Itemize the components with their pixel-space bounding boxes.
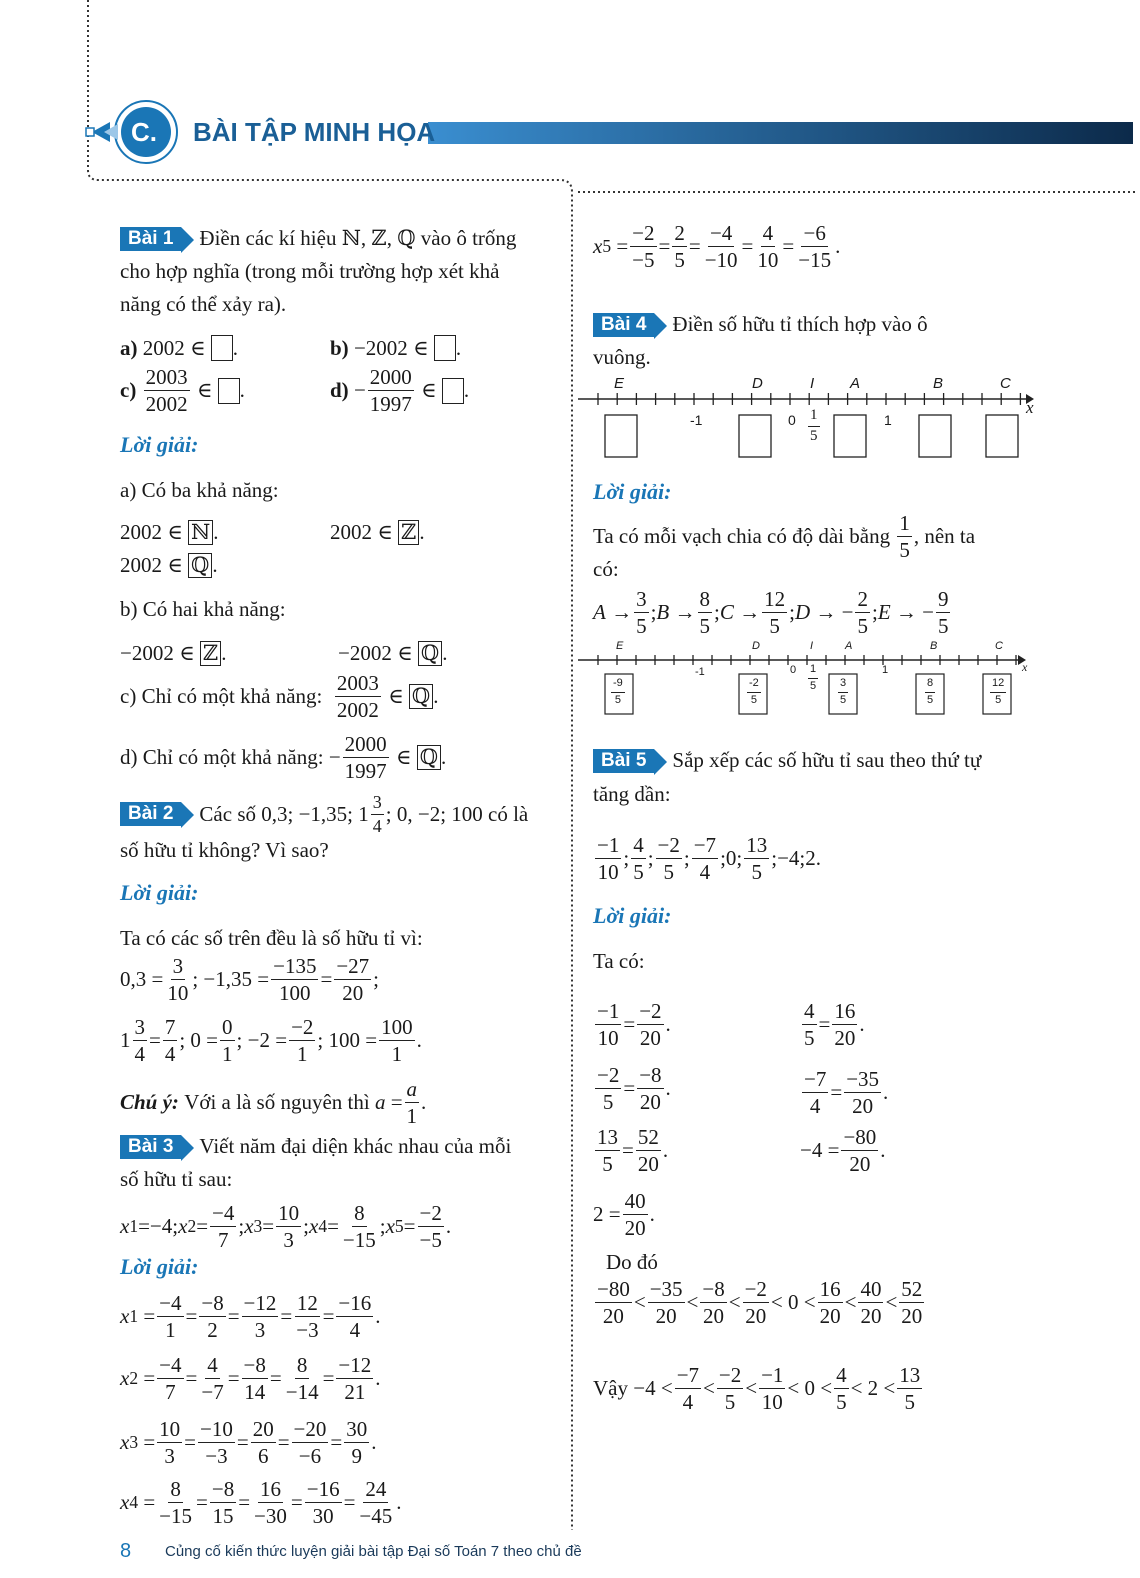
axis-label-x: x — [1026, 398, 1034, 417]
bai2-sol-1: Ta có các số trên đều là số hữu tỉ vì: — [120, 926, 423, 950]
blank-box — [218, 378, 240, 404]
bai4-tag: Bài 4 — [593, 313, 654, 337]
bai3-tag: Bài 3 — [120, 1135, 181, 1159]
blank-box — [434, 335, 456, 361]
bai2-note: Chú ý: Với a là số nguyên thì a = $\frac{a}{1}$ . — [120, 1077, 427, 1129]
tick-label-one-fifth: $\frac{1}{5}$ — [810, 407, 818, 444]
bai1-prompt-text-2: cho hợp nghĩa (trong mỗi trường hợp xét khả — [120, 259, 500, 283]
bai5-eq-1: $\frac{-1}{10}$ = $\frac{-2}{20}$ . — [597, 999, 671, 1051]
tick-label-minus1: -1 — [690, 412, 703, 428]
blank-box — [442, 378, 464, 404]
bai1-sol-a2: 2002 ∈ ℤ . — [330, 520, 425, 545]
answer-box: ℚ — [418, 641, 442, 666]
bai1-sol-a1: 2002 ∈ ℕ . — [120, 520, 219, 545]
bai2-eq-2: 1 $\frac{3}{4}$ = $\frac{7}{4}$ ; 0 = $\frac{0}{1}$ ; −2 = $\frac{-2}{1}$ ; 100 = $\frac{100}{1}$ . — [120, 1015, 422, 1067]
bai1-sol-c: c) Chỉ có một khả năng: $\frac{2003}{2002}$ ∈ ℚ . — [120, 671, 439, 723]
bai3-given: x 1 =−4; x 2 = $\frac{-4}{7}$ ; x 3 = $\frac{10}{3}$ ; x 4 = $\frac{8}{-15}$ ; x 5 = $\frac{-2}{-5}$ . — [120, 1201, 452, 1253]
answer-box: ℚ — [417, 745, 441, 770]
bai5-tag: Bài 5 — [593, 749, 654, 773]
footer-text: Củng cố kiến thức luyện giải bài tập Đại số Toán 7 theo chủ đề — [165, 1543, 582, 1560]
bai5-eq-7: 2 = $\frac{40}{20}$ . — [593, 1189, 655, 1241]
header-badge: C. — [131, 117, 157, 147]
bai2-tag: Bài 2 — [120, 802, 181, 826]
bai1-prompt-text-3: năng có thể xảy ra). — [120, 292, 287, 316]
answer-box: ℤ — [200, 641, 221, 666]
page-number: 8 — [120, 1540, 132, 1562]
bai1-sol-a3: 2002 ∈ ℚ . — [120, 553, 218, 578]
bai5-given: $\frac{-1}{10}$ ; $\frac{4}{5}$ ; $\frac{-2}{5}$ ; $\frac{-7}{4}$ ;0; $\frac{13}{5}$ ;−4;2. — [597, 833, 821, 885]
bai1-a-label: a) — [120, 335, 138, 360]
answer-box-E: $\frac{-9}{5}$ — [613, 677, 623, 706]
bai5-solution-label: Lời giải: — [593, 903, 672, 928]
answer-box: ℚ — [188, 553, 212, 578]
bai1-d-label: d) — [330, 378, 349, 403]
point-label-E: E — [616, 640, 624, 652]
tick-label-minus1: -1 — [695, 666, 705, 678]
bai4-sol-mapping: A → $\frac{3}{5}$ ; B → $\frac{8}{5}$ ; C → $\frac{12}{5}$ ; D → − $\frac{2}{5}$ ; E → − $\frac{9}{5}$ — [593, 587, 949, 639]
fraction: $\frac{2000}{1997}$ — [369, 365, 412, 417]
bai3-x1: x 1 = $\frac{-4}{1}$ = $\frac{-8}{2}$ = $\frac{-12}{3}$ = $\frac{12}{-3}$ = $\frac{-16}{4}$ . — [120, 1291, 381, 1343]
bai5-prompt-line1: Bài 5 Sắp xếp các số hữu tỉ sau theo thứ tự — [593, 748, 981, 773]
bai2-solution-label: Lời giải: — [120, 880, 199, 905]
answer-box: ℕ — [188, 520, 213, 545]
answer-box-B: $\frac{8}{5}$ — [927, 677, 934, 706]
bai5-order-2: Vậy −4 < $\frac{-7}{4}$ < $\frac{-2}{5}$ < $\frac{-1}{10}$ < 0 < $\frac{4}{5}$ < 2 < $\frac{13}{5}$ — [593, 1363, 921, 1415]
point-label-I: I — [810, 640, 814, 652]
bai5-eq-3: $\frac{-2}{5}$ = $\frac{-8}{20}$ . — [597, 1063, 671, 1115]
bai1-sol-b: b) Có hai khả năng: — [120, 597, 286, 621]
blank-box — [211, 335, 233, 361]
bai3-x5: x 5 = $\frac{-2}{-5}$ = $\frac{2}{5}$ = $\frac{-4}{-10}$ = $\frac{4}{10}$ = $\frac{-6}{-15}$ . — [593, 221, 841, 273]
bai4-solution-label: Lời giải: — [593, 479, 672, 504]
bai1-prompt-line1 — [120, 226, 516, 251]
bai5-prompt-text-2: tăng dần: — [593, 782, 671, 806]
bai4-prompt-line1: Bài 4 Điền số hữu tỉ thích hợp vào ô — [593, 312, 928, 337]
bai5-eq-5: $\frac{13}{5}$ = $\frac{52}{20}$ . — [597, 1125, 669, 1177]
tick-label-0: 0 — [790, 664, 797, 676]
bai1-tag: Bài 1 — [120, 227, 181, 251]
section-header — [80, 100, 1140, 166]
answer-box-C: $\frac{12}{5}$ — [992, 677, 1005, 706]
bai1-item-c: c) $\frac{2003}{2002}$ ∈ . — [120, 365, 245, 417]
bai4-prompt-text-2: vuông. — [593, 345, 651, 369]
tick-label-0: 0 — [788, 412, 796, 428]
bai5-eq-6: −4 = $\frac{-80}{20}$ . — [800, 1125, 886, 1177]
bai1-solution-label: Lời giải: — [120, 432, 199, 457]
bai1-sol-a: a) Có ba khả năng: — [120, 478, 279, 502]
bai1-sol-b2: −2002 ∈ ℚ . — [338, 641, 448, 666]
bai3-solution-label: Lời giải: — [120, 1254, 199, 1279]
bai5-do-do: Do đó — [606, 1250, 658, 1274]
bai1-item-b: b) −2002 ∈ . — [330, 335, 462, 360]
fraction: $\frac{2003}{2002}$ — [145, 365, 188, 417]
bai4-sol-2: có: — [593, 557, 619, 581]
bai4-sol-1: Ta có mỗi vạch chia có độ dài bằng $\frac{1}{5}$ , nên ta — [593, 511, 976, 563]
bai1-prompt-text-1: Điền các kí hiệu ℕ, ℤ, ℚ vào ô trống — [199, 226, 517, 250]
bai3-x2: x 2 = $\frac{-4}{7}$ = $\frac{4}{-7}$ = $\frac{-8}{14}$ = $\frac{8}{-14}$ = $\frac{-12}{21}$ . — [120, 1353, 381, 1405]
bai3-prompt-text-2: số hữu tỉ sau: — [120, 1167, 233, 1191]
point-label-D: D — [752, 375, 763, 392]
bai1-c-label: c) — [120, 378, 137, 403]
point-label-B: B — [930, 640, 938, 652]
bai1-item-d: d) − $\frac{2000}{1997}$ ∈ . — [330, 365, 470, 417]
answer-box: ℚ — [409, 684, 433, 709]
bai1-b-expr: −2002 ∈ — [353, 335, 429, 360]
header-title: BÀI TẬP MINH HỌA — [193, 117, 436, 147]
bai1-item-a: a) 2002 ∈ . — [120, 335, 239, 360]
point-label-C: C — [995, 640, 1003, 652]
bai1-sol-b1: −2002 ∈ ℤ . — [120, 641, 227, 666]
bai1-a-expr: 2002 ∈ — [142, 335, 206, 360]
bai3-x4: x 4 = $\frac{8}{-15}$ = $\frac{-8}{15}$ = $\frac{16}{-30}$ = $\frac{-16}{30}$ = $\frac{24}{-45}$ . — [120, 1477, 402, 1529]
answer-box: ℤ — [398, 520, 419, 545]
bai1-b-label: b) — [330, 335, 349, 360]
answer-box-D: $\frac{-2}{5}$ — [749, 677, 759, 706]
bai3-prompt-line1: Bài 3 Viết năm đại diện khác nhau của mỗi — [120, 1134, 511, 1159]
point-label-E: E — [614, 375, 625, 392]
tick-label-1: 1 — [884, 412, 892, 428]
point-label-D: D — [752, 640, 760, 652]
axis-label-x: x — [1022, 660, 1028, 674]
answer-box-A: $\frac{3}{5}$ — [840, 677, 847, 706]
tick-label-1: 1 — [882, 664, 889, 676]
bai5-order-1: $\frac{-80}{20}$ < $\frac{-35}{20}$ < $\frac{-8}{20}$ < $\frac{-2}{20}$ < 0 < $\frac{16}{20}$ < $\frac{40}{20}$ < $\frac{52}{20}$ — [597, 1277, 923, 1329]
bai1-sol-d: d) Chỉ có một khả năng: − $\frac{2000}{1997}$ ∈ ℚ . — [120, 732, 447, 784]
bai5-eq-2: $\frac{4}{5}$ = $\frac{16}{20}$ . — [804, 999, 865, 1051]
point-label-B: B — [933, 375, 944, 392]
bai2-eq-1: 0,3 = $\frac{3}{10}$ ; −1,35 = $\frac{-135}{100}$ = $\frac{-27}{20}$ ; — [120, 954, 379, 1006]
bai2-prompt-text-2: số hữu tỉ không? Vì sao? — [120, 838, 329, 862]
bai3-x3: x 3 = $\frac{10}{3}$ = $\frac{-10}{-3}$ = $\frac{20}{6}$ = $\frac{-20}{-6}$ = $\frac{30}{9}$ . — [120, 1417, 377, 1469]
bai2-prompt-line1: Bài 2 Các số 0,3; −1,35; 1 $\frac{3}{4}$ ; 0, −2; 100 có là — [120, 793, 528, 836]
bai5-eq-4: $\frac{-7}{4}$ = $\frac{-35}{20}$ . — [804, 1067, 889, 1119]
tick-label-one-fifth: $\frac{1}{5}$ — [810, 663, 817, 692]
point-label-I: I — [810, 375, 815, 392]
point-label-C: C — [1000, 375, 1011, 392]
bai5-sol-1: Ta có: — [593, 949, 645, 973]
point-label-A: A — [845, 640, 853, 652]
point-label-A: A — [850, 375, 861, 392]
